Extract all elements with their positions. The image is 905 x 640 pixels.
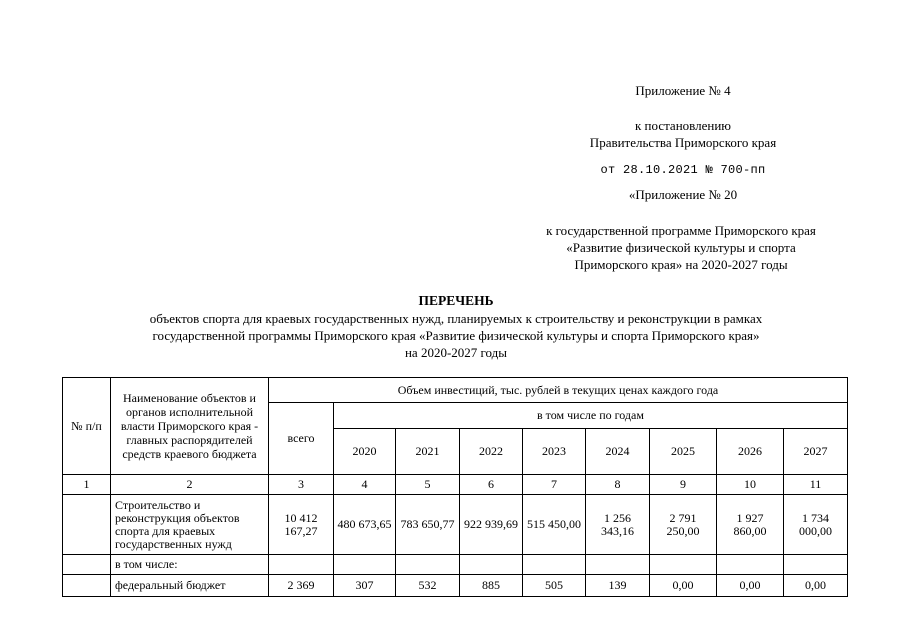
index-cell: 2	[111, 475, 269, 495]
year-header: 2020	[334, 429, 396, 475]
investment-table	[62, 377, 848, 597]
value-cell: 2 791 250,00	[650, 495, 717, 555]
col-name-header: Наименование объектов и органов исполнительной власти Приморского края - главных распорядителей средств краевого бюджета	[111, 378, 269, 475]
index-cell: 3	[269, 475, 334, 495]
col-num-header: № п/п	[63, 378, 111, 475]
value-cell: 1 734 000,00	[784, 495, 848, 555]
value-cell: 480 673,65	[334, 495, 396, 555]
row-name-cell: Строительство и реконструкция объектов спорта для краевых государственных нужд	[111, 495, 269, 555]
index-cell: 4	[334, 475, 396, 495]
value-cell	[784, 555, 848, 575]
value-cell: 532	[396, 575, 460, 597]
value-cell: 505	[523, 575, 586, 597]
index-cell: 7	[523, 475, 586, 495]
value-cell: 515 450,00	[523, 495, 586, 555]
value-cell: 10 412 167,27	[269, 495, 334, 555]
value-cell	[396, 555, 460, 575]
value-cell	[717, 555, 784, 575]
value-cell: 922 939,69	[460, 495, 523, 555]
value-cell	[334, 555, 396, 575]
resolution-ref: к постановлению	[634, 118, 732, 133]
value-cell: 1 256 343,16	[586, 495, 650, 555]
table-row	[63, 555, 848, 575]
title-subline-1: объектов спорта для краевых государственных нужд, планируемых к строительству и реконструкции в рамках	[149, 311, 763, 326]
row-number-cell	[63, 575, 111, 597]
value-cell: 2 369	[269, 575, 334, 597]
value-cell: 783 650,77	[396, 495, 460, 555]
program-name: «Развитие физической культуры и спорта	[566, 240, 796, 255]
index-cell: 11	[784, 475, 848, 495]
title-subline-2: государственной программы Приморского края «Развитие физической культуры и спорта Приморского края»	[152, 328, 760, 343]
value-cell: 885	[460, 575, 523, 597]
year-header: 2027	[784, 429, 848, 475]
year-header: 2026	[717, 429, 784, 475]
document-title: ПЕРЕЧЕНЬ	[418, 293, 494, 308]
value-cell	[269, 555, 334, 575]
index-row	[63, 475, 848, 495]
program-ref: к государственной программе Приморского края	[546, 223, 816, 238]
value-cell	[586, 555, 650, 575]
table-row	[63, 575, 848, 597]
total-header: всего	[269, 403, 334, 475]
index-cell: 9	[650, 475, 717, 495]
value-cell	[650, 555, 717, 575]
row-number-cell	[63, 555, 111, 575]
index-cell: 1	[63, 475, 111, 495]
value-cell	[460, 555, 523, 575]
investment-header: Объем инвестиций, тыс. рублей в текущих ценах каждого года	[269, 378, 848, 403]
row-number-cell	[63, 495, 111, 555]
value-cell: 0,00	[717, 575, 784, 597]
index-cell: 5	[396, 475, 460, 495]
header-row-1	[63, 378, 848, 403]
index-cell: 6	[460, 475, 523, 495]
value-cell: 0,00	[650, 575, 717, 597]
year-header: 2021	[396, 429, 460, 475]
year-header: 2024	[586, 429, 650, 475]
by-years-header: в том числе по годам	[334, 403, 848, 429]
table-row	[63, 495, 848, 555]
appendix-20-ref: «Приложение № 20	[628, 187, 738, 202]
value-cell: 139	[586, 575, 650, 597]
value-cell: 0,00	[784, 575, 848, 597]
value-cell: 307	[334, 575, 396, 597]
program-years: Приморского края» на 2020-2027 годы	[574, 257, 788, 272]
government-ref: Правительства Приморского края	[589, 135, 777, 150]
index-cell: 10	[717, 475, 784, 495]
year-header: 2023	[523, 429, 586, 475]
value-cell: 1 927 860,00	[717, 495, 784, 555]
row-name-cell: в том числе:	[111, 555, 269, 575]
year-header: 2022	[460, 429, 523, 475]
resolution-date: от 28.10.2021 № 700-пп	[600, 163, 766, 177]
title-subline-3: на 2020-2027 годы	[404, 345, 508, 360]
value-cell	[523, 555, 586, 575]
index-cell: 8	[586, 475, 650, 495]
row-name-cell: федеральный бюджет	[111, 575, 269, 597]
year-header: 2025	[650, 429, 717, 475]
appendix-number: Приложение № 4	[635, 83, 731, 98]
